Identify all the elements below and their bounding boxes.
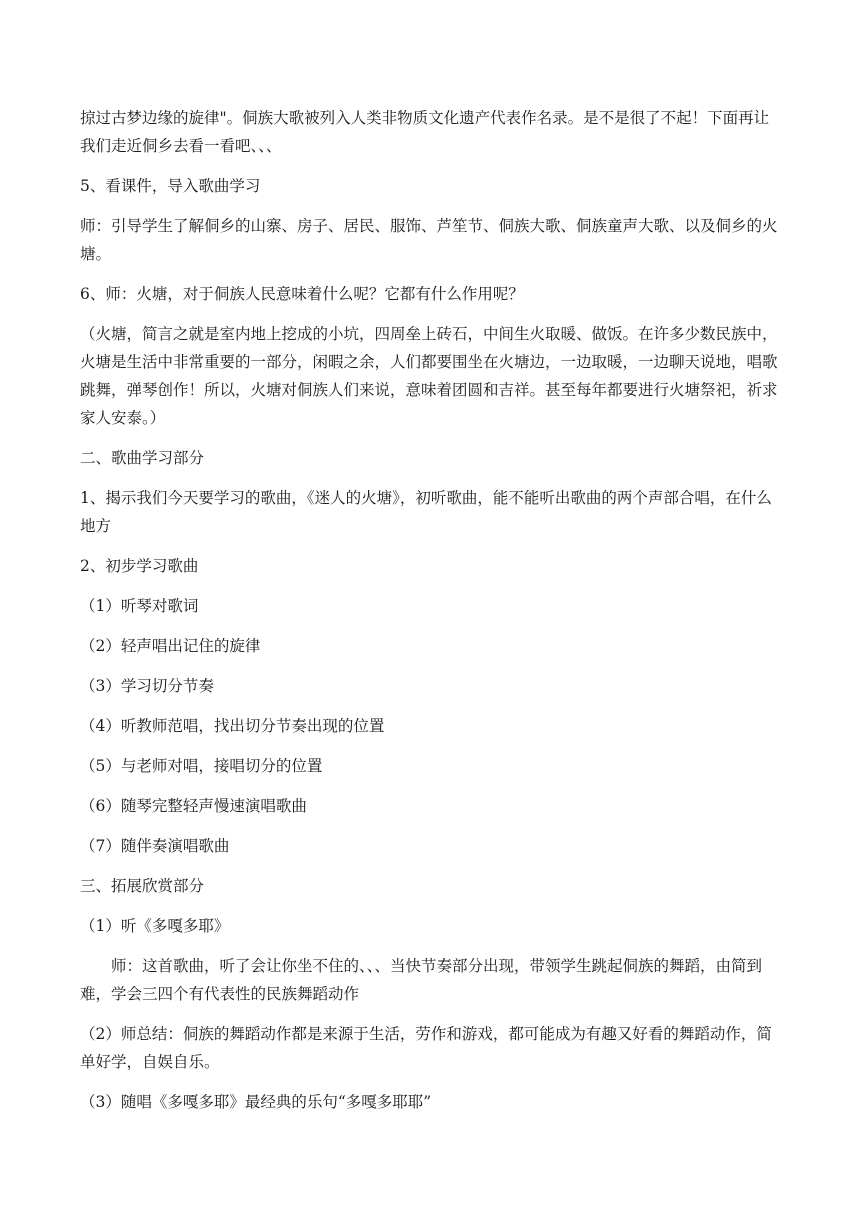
paragraph: 5、看课件，导入歌曲学习 xyxy=(80,177,261,195)
list-item: （2）师总结：侗族的舞蹈动作都是来源于生活，劳作和游戏，都可能成为有趣又好看的舞蹈动作，简单好学，自娱自乐。 xyxy=(80,1025,772,1071)
section-heading: 三、拓展欣赏部分 xyxy=(80,877,205,895)
list-item: （2）轻声唱出记住的旋律 xyxy=(80,637,261,655)
list-item: （4）听教师范唱，找出切分节奏出现的位置 xyxy=(80,717,385,735)
list-item: （3）学习切分节奏 xyxy=(80,677,214,695)
list-item: （6）随琴完整轻声慢速演唱歌曲 xyxy=(80,797,307,815)
paragraph: 2、初步学习歌曲 xyxy=(80,557,199,575)
paragraph: 掠过古梦边缘的旋律"。侗族大歌被列入人类非物质文化遗产代表作名录。是不是很了不起！下面再让我们走近侗乡去看一看吧、、、 xyxy=(80,109,770,155)
list-item: （7）随伴奏演唱歌曲 xyxy=(80,837,230,855)
section-heading: 二、歌曲学习部分 xyxy=(80,449,205,467)
list-item: （3）随唱《多嘎多耶》最经典的乐句“多嘎多耶耶” xyxy=(80,1093,432,1111)
paragraph: 1、揭示我们今天要学习的歌曲，《迷人的火塘》，初听歌曲，能不能听出歌曲的两个声部合唱，在什么地方 xyxy=(80,489,772,535)
paragraph: 师：引导学生了解侗乡的山寨、房子、居民、服饰、芦笙节、侗族大歌、侗族童声大歌、以及侗乡的火塘。 xyxy=(80,217,778,263)
list-item: （5）与老师对唱，接唱切分的位置 xyxy=(80,757,323,775)
list-item: （1）听琴对歌词 xyxy=(80,597,199,615)
paragraph: 师：这首歌曲，听了会让你坐不住的、、、当快节奏部分出现，带领学生跳起侗族的舞蹈，由简到难，学会三四个有代表性的民族舞蹈动作 xyxy=(80,957,763,1003)
document-page xyxy=(80,104,780,1128)
paragraph: （火塘，简言之就是室内地上挖成的小坑，四周垒上砖石，中间生火取暖、做饭。在许多少数民族中，火塘是生活中非常重要的一部分，闲暇之余，人们都要围坐在火塘边，一边取暖，一边聊天说地，唱歌跳舞，弹琴创作！所以，火塘对侗族人们来说，意味着团圆和吉祥。甚至每年都要进行火塘祭祀，祈求家人安泰。） xyxy=(80,325,778,427)
list-item: （1）听《多嘎多耶》 xyxy=(80,917,230,935)
paragraph: 6、师：火塘，对于侗族人民意味着什么呢？它都有什么作用呢？ xyxy=(80,285,524,303)
